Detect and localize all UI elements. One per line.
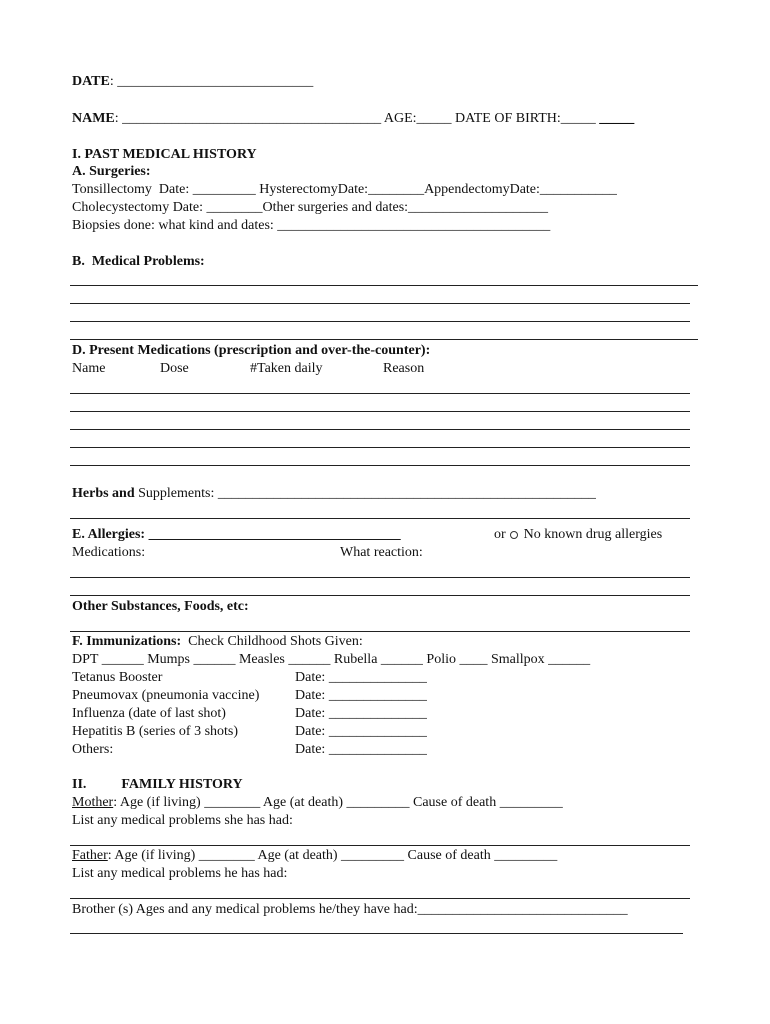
other-substances-title: Other Substances, Foods, etc: (72, 599, 249, 614)
surgeries-line-1[interactable]: Tonsillectomy Date: _________ HysterectomyDate:________AppendectomyDate:___________ (72, 182, 617, 197)
mother-label: Mother (72, 795, 114, 810)
medical-problems-title: B. Medical Problems: (72, 254, 205, 269)
immunization-name: Hepatitis B (series of 3 shots) (72, 724, 239, 739)
herbs-label: Herbs and (72, 486, 135, 501)
col-taken-daily: #Taken daily (250, 361, 323, 376)
other-substances-line[interactable] (70, 631, 690, 632)
name-label: NAME (72, 111, 115, 126)
allergies-title: E. Allergies: (72, 527, 146, 542)
col-reason: Reason (383, 361, 425, 376)
mother-problems-line[interactable] (70, 845, 690, 846)
name-row (72, 110, 634, 127)
immunization-date-field[interactable]: Date: ______________ (295, 724, 427, 739)
immunizations-row (72, 633, 363, 650)
past-history-title: I. PAST MEDICAL HISTORY (72, 147, 257, 162)
medical-problems-line[interactable] (70, 303, 690, 304)
col-name: Name (72, 361, 106, 376)
brother-line[interactable] (70, 933, 683, 934)
immunization-date-field[interactable]: Date: ______________ (295, 706, 427, 721)
medical-problems-line[interactable] (70, 339, 698, 340)
name-age-dob-fields[interactable]: : _____________________________________ AGE:_____ DATE OF BIRTH:_____ (114, 111, 596, 126)
immunization-name: Pneumovax (pneumonia vaccine) (72, 688, 260, 703)
immunization-date-field[interactable]: Date: ______________ (295, 688, 427, 703)
father-problems-label: List any medical problems he has had: (72, 866, 288, 881)
medications-line[interactable] (70, 411, 690, 412)
medications-title: D. Present Medications (prescription and over-the-counter): (72, 343, 431, 358)
allergy-medications-label: Medications: (72, 545, 146, 560)
mother-fields[interactable]: : Age (if living) ________ Age (at death) _________ Cause of death _________ (113, 795, 563, 810)
col-dose: Dose (160, 361, 189, 376)
date-field[interactable]: : ____________________________ (109, 74, 314, 89)
immunization-date-field[interactable]: Date: ______________ (295, 670, 427, 685)
dob-extra: _____ (599, 111, 635, 126)
radio-circle-icon[interactable] (510, 531, 518, 539)
allergies-line[interactable] (70, 595, 690, 596)
medications-line[interactable] (70, 393, 690, 394)
allergies-row (72, 526, 401, 543)
medical-problems-line[interactable] (70, 285, 698, 286)
medications-line[interactable] (70, 447, 690, 448)
mother-problems-label: List any medical problems she has had: (72, 813, 293, 828)
mother-row[interactable] (72, 794, 563, 811)
allergies-field[interactable]: ____________________________________ (145, 527, 401, 542)
nkda-option[interactable] (494, 526, 662, 543)
immunizations-subtitle: Check Childhood Shots Given: (181, 634, 363, 649)
what-reaction-label: What reaction: (340, 545, 423, 560)
immunization-name: Others: (72, 742, 114, 757)
surgeries-title: A. Surgeries: (72, 164, 151, 179)
immunization-name: Influenza (date of last shot) (72, 706, 226, 721)
brother-row[interactable]: Brother (s) Ages and any medical problems he/they have had:______________________________ (72, 902, 628, 917)
family-history-title: II. FAMILY HISTORY (72, 777, 243, 792)
herbs-row[interactable] (72, 485, 596, 502)
father-problems-line[interactable] (70, 898, 690, 899)
date-row (72, 73, 313, 90)
medications-line[interactable] (70, 465, 690, 466)
nkda-label: No known drug allergies (523, 527, 663, 542)
immunizations-title: F. Immunizations: (72, 634, 182, 649)
father-label: Father (72, 848, 108, 863)
supplements-field[interactable]: Supplements: ______________________________________________________ (134, 486, 596, 501)
allergies-line[interactable] (70, 577, 690, 578)
immunization-date-field[interactable]: Date: ______________ (295, 742, 427, 757)
medical-problems-line[interactable] (70, 321, 690, 322)
childhood-shots-line[interactable]: DPT ______ Mumps ______ Measles ______ Rubella ______ Polio ____ Smallpox ______ (72, 652, 591, 667)
surgeries-line-2[interactable]: Cholecystectomy Date: ________Other surgeries and dates:____________________ (72, 200, 549, 215)
father-fields[interactable]: : Age (if living) ________ Age (at death) _________ Cause of death _________ (107, 848, 558, 863)
herbs-line[interactable] (70, 518, 690, 519)
or-text: or (494, 527, 506, 542)
biopsies-line[interactable]: Biopsies done: what kind and dates: _______________________________________ (72, 218, 551, 233)
father-row[interactable] (72, 847, 557, 864)
immunization-name: Tetanus Booster (72, 670, 163, 685)
medications-line[interactable] (70, 429, 690, 430)
date-label: DATE (72, 74, 110, 89)
